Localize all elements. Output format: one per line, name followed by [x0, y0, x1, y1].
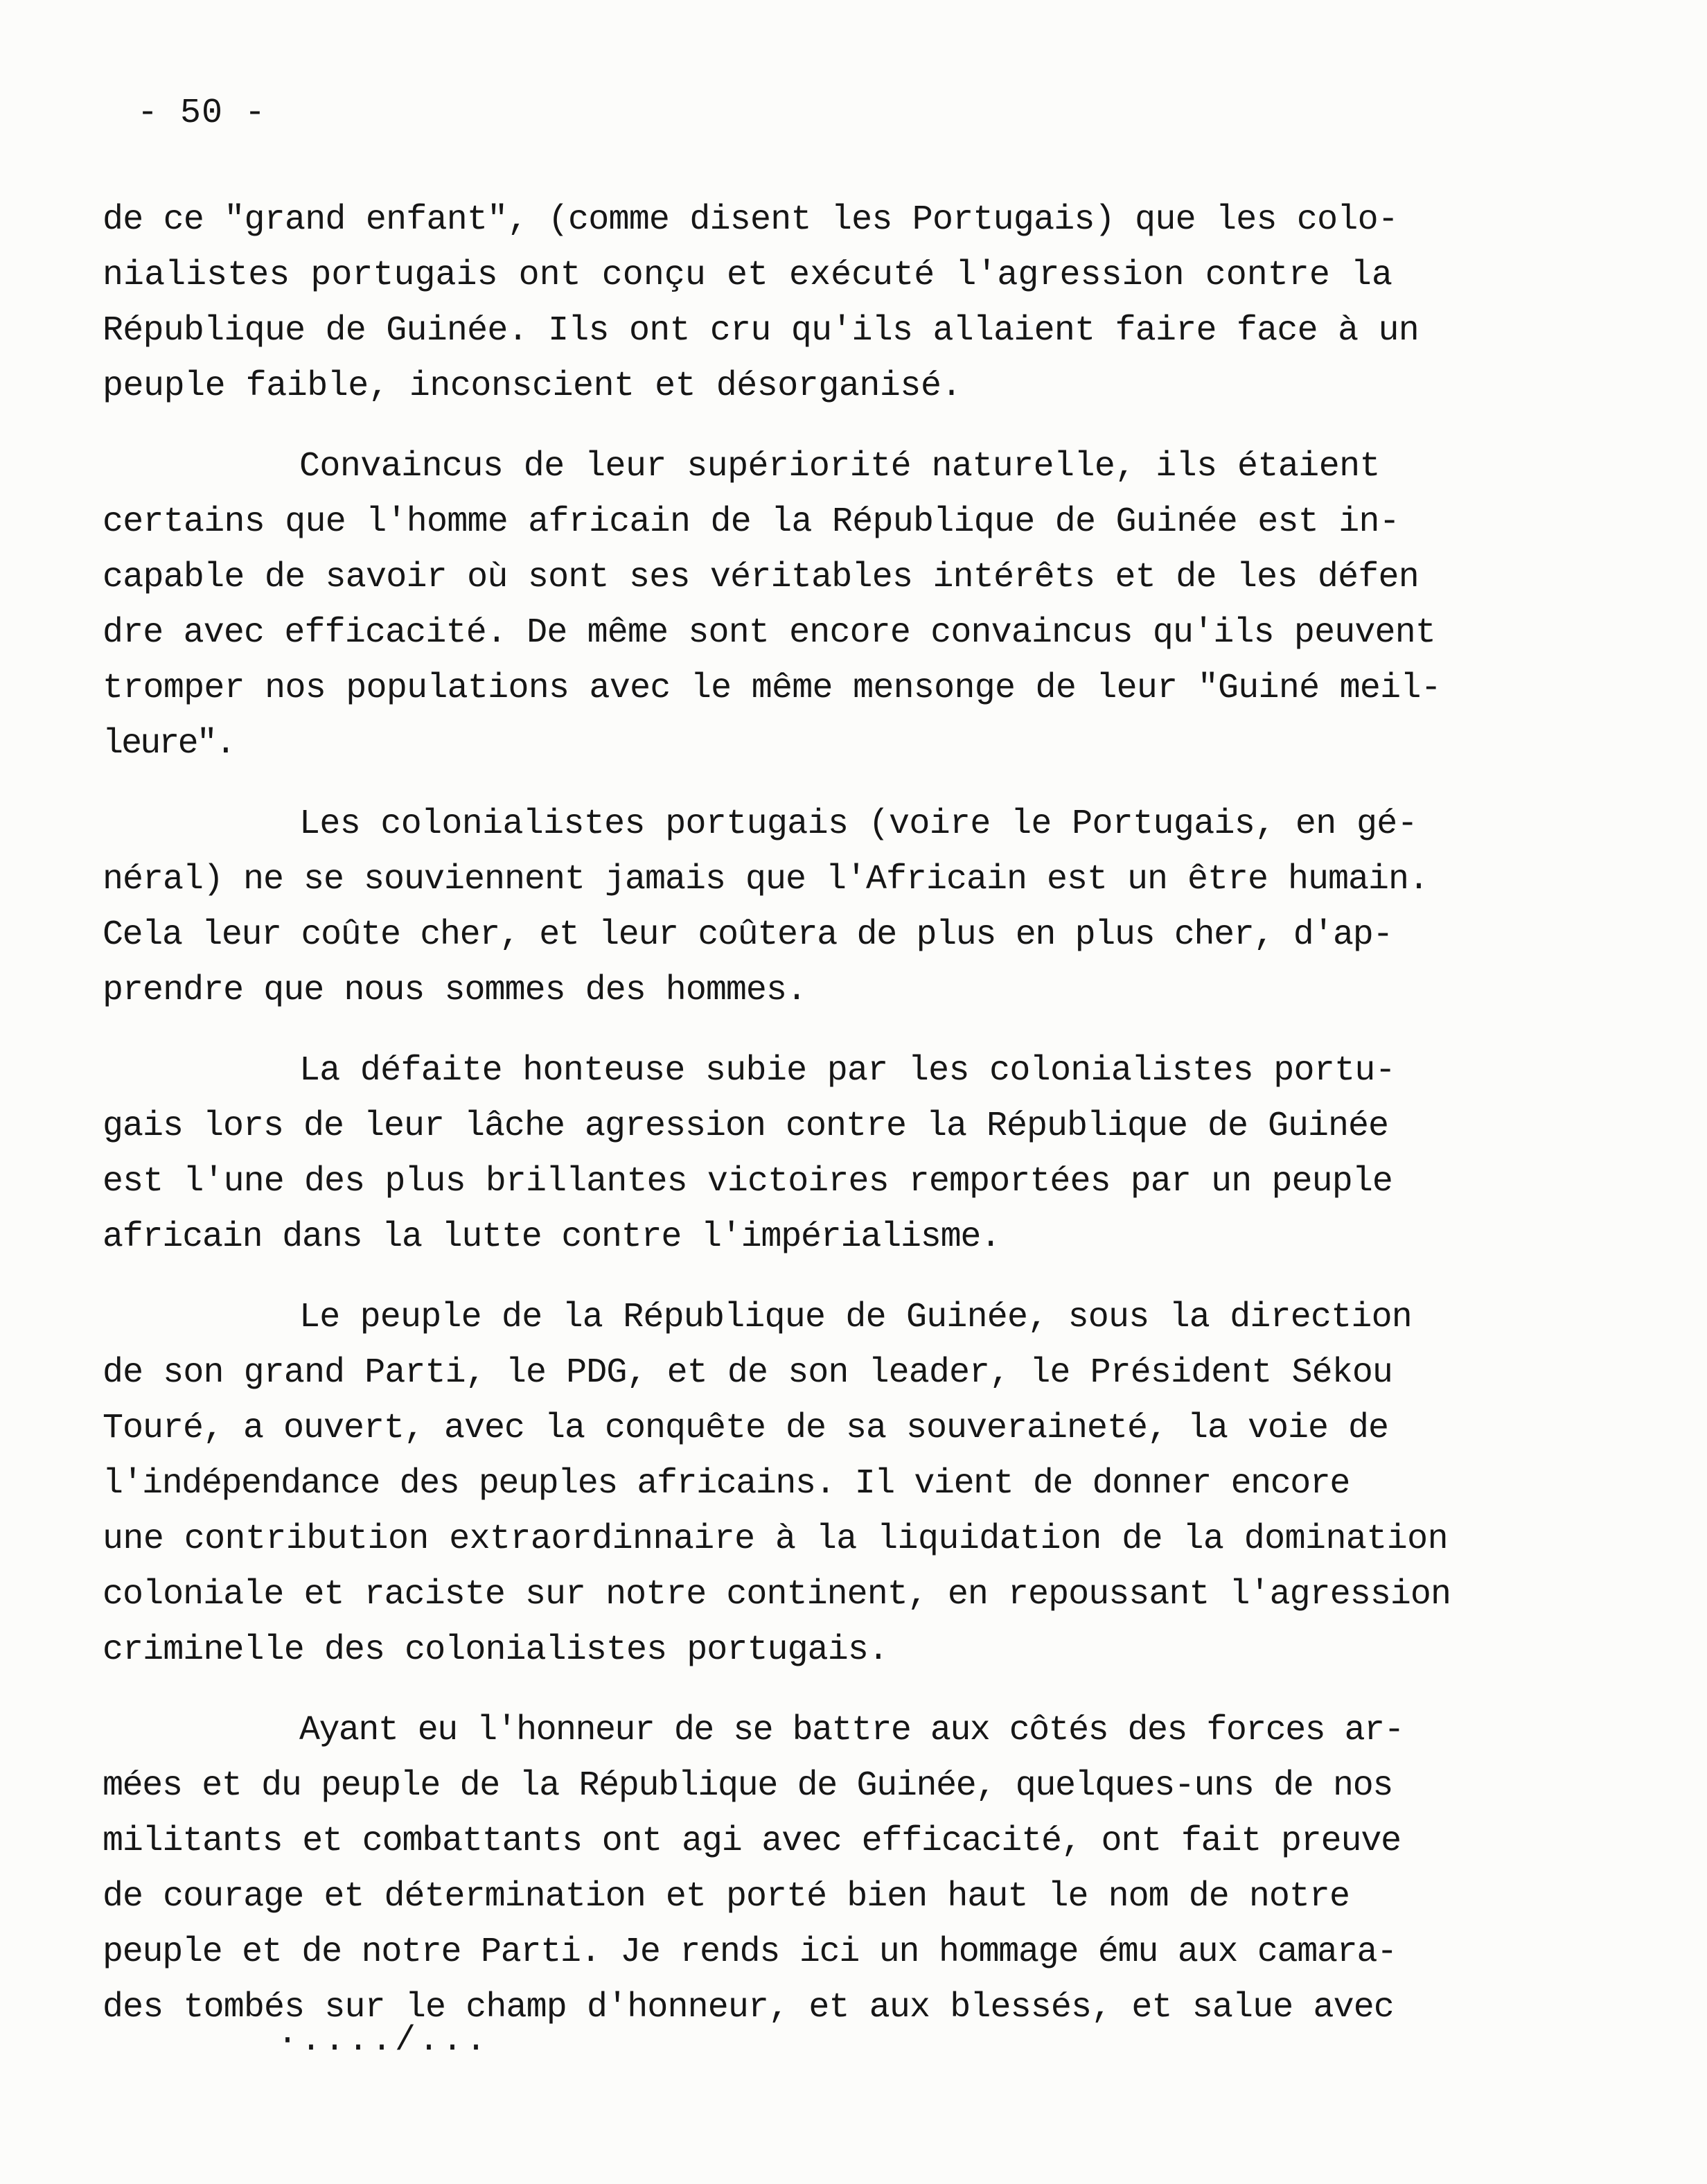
text-line: coloniale et raciste sur notre continent, en repoussant l'agression — [103, 1575, 1451, 1614]
text-line: peuple et de notre Parti. Je rends ici un hommage ému aux camara- — [103, 1932, 1397, 1972]
page-number: - 50 - — [137, 94, 267, 133]
text-line: est l'une des plus brillantes victoires remportées par un peuple — [103, 1162, 1392, 1201]
text-line: de ce "grand enfant", (comme disent les Portugais) que les colo- — [103, 200, 1398, 240]
text-line: des tombés sur le champ d'honneur, et aux blessés, et salue avec — [103, 1988, 1394, 2027]
text-line: africain dans la lutte contre l'impérialisme. — [103, 1217, 1000, 1257]
text-line: de courage et détermination et porté bien haut le nom de notre — [103, 1877, 1350, 1917]
text-line: La défaite honteuse subie par les colonialistes portu- — [299, 1051, 1395, 1091]
text-line: prendre que nous sommes des hommes. — [103, 971, 806, 1010]
text-line: tromper nos populations avec le même mensonge de leur "Guiné meil- — [103, 669, 1441, 708]
text-line: Les colonialistes portugais (voire le Portugais, en gé- — [299, 804, 1417, 844]
text-line: capable de savoir où sont ses véritables intérêts et de les défen — [103, 558, 1419, 597]
text-line: certains que l'homme africain de la République de Guinée est in- — [103, 502, 1399, 542]
text-line: nialistes portugais ont conçu et exécuté l'agression contre la — [103, 256, 1392, 295]
text-line: mées et du peuple de la République de Guinée, quelques-uns de nos — [103, 1766, 1392, 1806]
text-line: gais lors de leur lâche agression contre la République de Guinée — [103, 1107, 1388, 1146]
text-line: peuple faible, inconscient et désorganisé. — [103, 367, 962, 406]
text-line: criminelle des colonialistes portugais. — [103, 1630, 888, 1670]
text-line: l'indépendance des peuples africains. Il vient de donner encore — [103, 1464, 1350, 1504]
text-line: militants et combattants ont agi avec efficacité, ont fait preuve — [103, 1822, 1401, 1861]
text-line: néral) ne se souviennent jamais que l'Africain est un être humain. — [103, 860, 1429, 899]
text-line: de son grand Parti, le PDG, et de son leader, le Président Sékou — [103, 1353, 1392, 1393]
text-line: Touré, a ouvert, avec la conquête de sa souveraineté, la voie de — [103, 1409, 1388, 1448]
text-line: une contribution extraordinnaire à la liquidation de la domination — [103, 1520, 1448, 1559]
text-line: leure". — [103, 724, 234, 764]
continuation-mark: ·..../... — [277, 2021, 490, 2061]
text-line: dre avec efficacité. De même sont encore convaincus qu'ils peuvent — [103, 613, 1435, 653]
text-line: Cela leur coûte cher, et leur coûtera de plus en plus cher, d'ap- — [103, 915, 1392, 955]
text-line: Convaincus de leur supériorité naturelle, ils étaient — [299, 447, 1380, 486]
text-line: République de Guinée. Ils ont cru qu'ils allaient faire face à un — [103, 311, 1419, 351]
text-line: Le peuple de la République de Guinée, sous la direction — [299, 1298, 1412, 1337]
text-line: Ayant eu l'honneur de se battre aux côtés des forces ar- — [299, 1711, 1404, 1750]
